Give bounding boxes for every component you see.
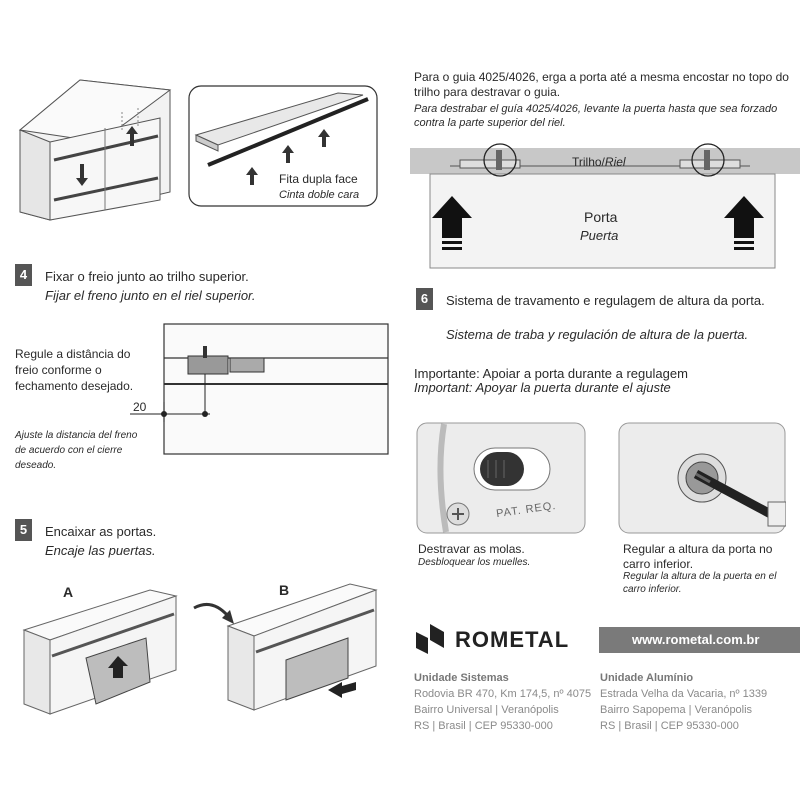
step4-note-es: Ajuste la distancia del freno de acuerdo con el cierre deseado. [15, 430, 138, 471]
unit-sistemas [414, 670, 591, 734]
step4-title-pt: Fixar o freio junto ao trilho superior. [45, 269, 249, 284]
important-pt: Importante: Apoiar a porta durante a regulagem [414, 366, 688, 381]
tape-label-pt: Fita dupla face [279, 172, 358, 186]
unit-aluminio-line2: Bairro Sapopema | Veranópolis [600, 704, 753, 716]
important-es: Important: Apoyar la puerta durante el ajuste [414, 380, 671, 395]
unit-sistemas-line1: Rodovia BR 470, Km 174,5, nº 4075 [414, 688, 592, 700]
cabinet-a-illustration [20, 586, 190, 716]
cabinet-b-illustration [224, 578, 384, 712]
step5-title-es: Encaje las puertas. [45, 543, 156, 558]
rail-label: Trilho/Riel [572, 155, 626, 169]
brake-rail-illustration [130, 322, 390, 456]
caption1-es: Desbloquear los muelles. [418, 557, 531, 568]
step6-number: 6 [416, 288, 433, 310]
unit-sistemas-line2: Bairro Universal | Veranópolis [414, 704, 559, 716]
fig-b-label: B [279, 582, 290, 598]
unit-aluminio-name: Unidade Alumínio [600, 672, 694, 684]
patent-label: PAT. REQ. [495, 499, 558, 521]
unit-aluminio [600, 670, 767, 734]
step6-title-pt: Sistema de travamento e regulagem de altura da porta. [446, 293, 765, 308]
unit-sistemas-name: Unidade Sistemas [414, 672, 509, 684]
door-label-es: Puerta [580, 228, 619, 243]
unit-sistemas-line3: RS | Brasil | CEP 95330-000 [414, 720, 553, 732]
step5-title-pt: Encaixar as portas. [45, 524, 157, 539]
brand-name: ROMETAL [455, 627, 570, 652]
step4-title-es: Fijar el freno junto en el riel superior. [45, 288, 256, 303]
brake-dimension: 20 [133, 400, 147, 414]
unit-aluminio-line3: RS | Brasil | CEP 95330-000 [600, 720, 739, 732]
door-label-pt: Porta [584, 209, 618, 225]
fig-a-label: A [63, 584, 74, 600]
step6-title-es: Sistema de traba y regulación de altura de la puerta. [446, 327, 749, 342]
guide-instruction-es: Para destrabar el guía 4025/4026, levante la puerta hasta que sea forzado contra la parte superior del riel. [414, 103, 778, 129]
step4-number: 4 [15, 264, 32, 286]
caption2-es: Regular la altura de la puerta en el carro inferior. [623, 571, 777, 595]
caption2-pt: Regular a altura da porta no carro inferior. [623, 542, 773, 571]
step4-note-pt: Regule a distância do freio conforme o fechamento desejado. [15, 347, 134, 393]
website-bar[interactable] [599, 627, 800, 653]
website-link[interactable]: www.rometal.com.br [632, 632, 760, 647]
rometal-logo-icon [414, 622, 446, 656]
cabinet-tape-illustration [10, 72, 180, 222]
step5-number: 5 [15, 519, 32, 541]
height-adjust-illustration [618, 422, 786, 534]
unit-aluminio-line1: Estrada Velha da Vacaria, nº 1339 [600, 688, 768, 700]
caption1-pt: Destravar as molas. [418, 542, 525, 556]
tape-label-es: Cinta doble cara [279, 189, 360, 201]
guide-instruction-pt: Para o guia 4025/4026, erga a porta até a mesma encostar no topo do trilho para destravar o guia. [414, 70, 789, 99]
